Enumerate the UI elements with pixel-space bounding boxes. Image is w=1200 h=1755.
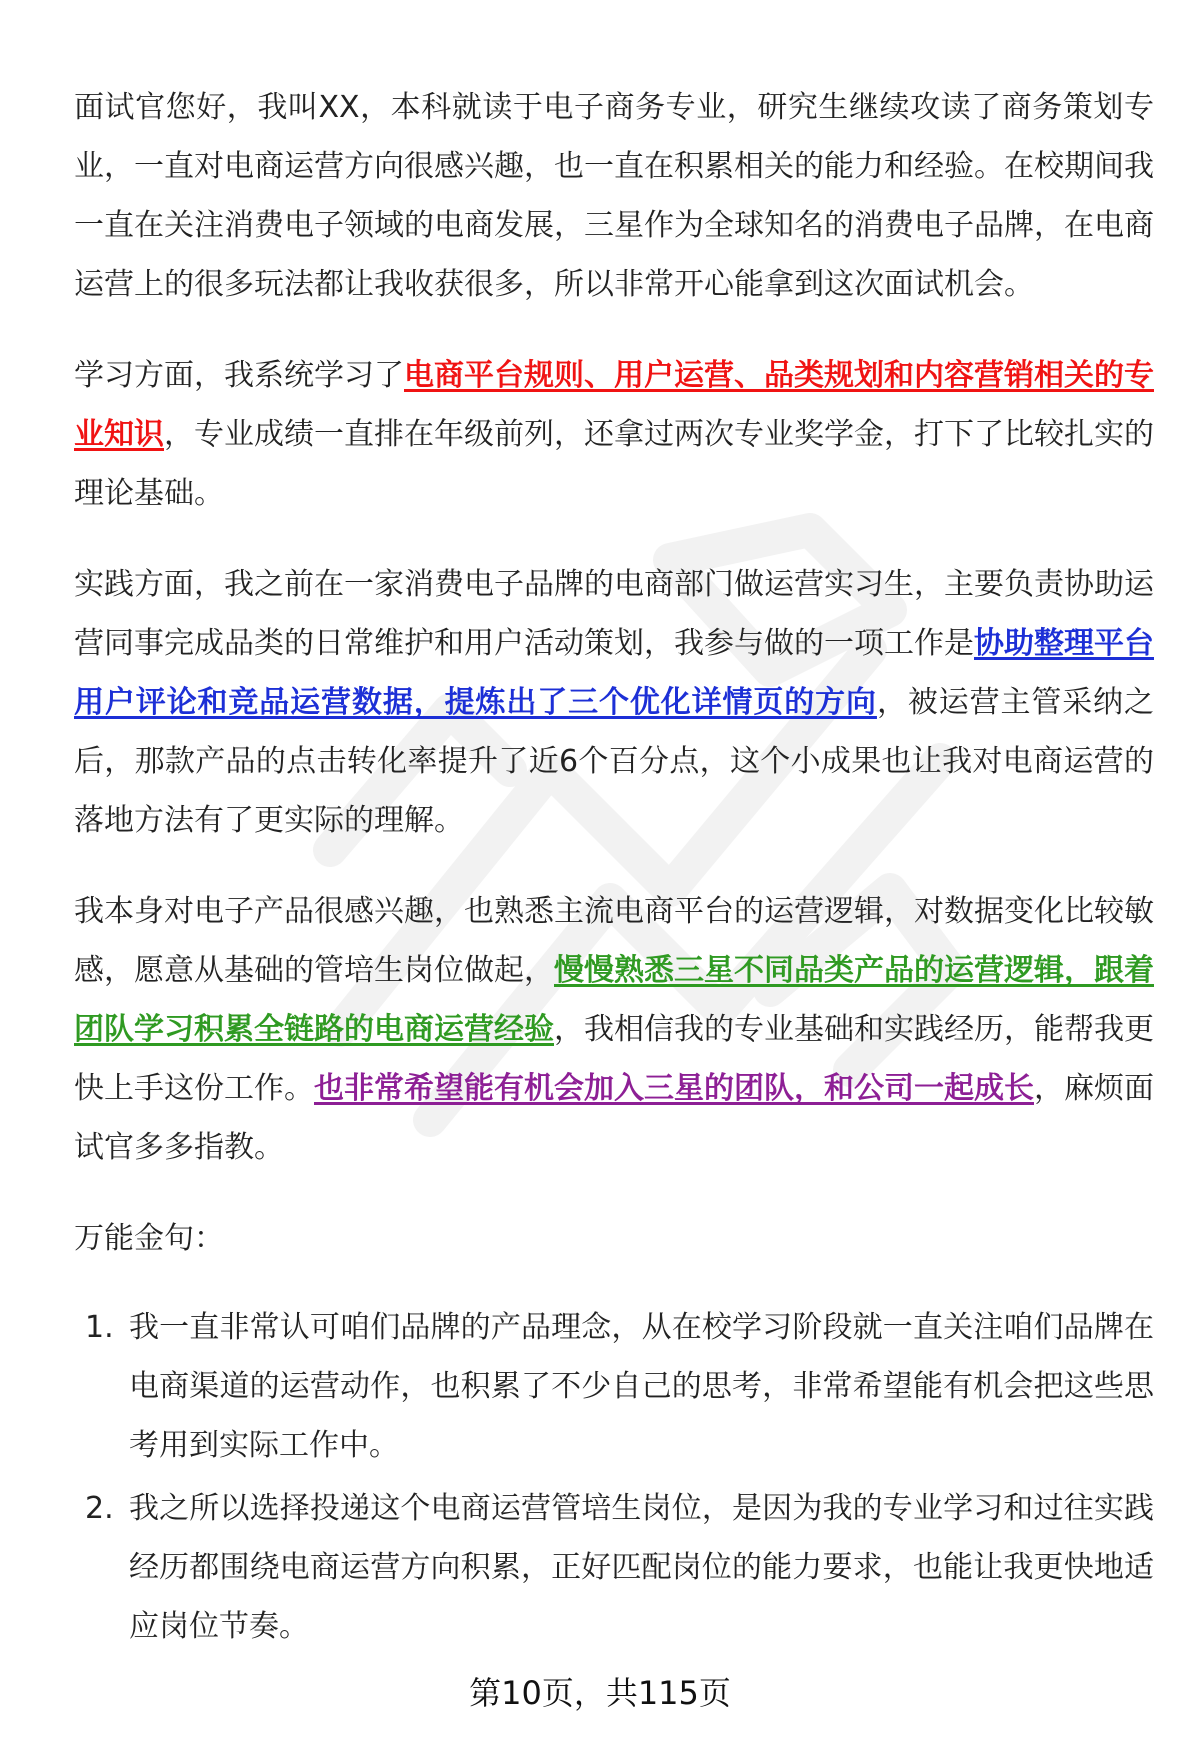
list-item-number: 1. — [85, 1310, 114, 1345]
closing-text-before: 我本身对电子产品很感兴趣，也熟悉主流电商平台的运营逻辑，对数据变化比较敏感，愿意从基础的管培生岗位做起， — [74, 894, 1154, 988]
list-item-text: 我一直非常认可咱们品牌的产品理念，从在校学习阶段就一直关注咱们品牌在电商渠道的运营动作，也积累了不少自己的思考，非常希望能有机会把这些思考用到实际工作中。 — [129, 1310, 1154, 1463]
intro-paragraph: 面试官您好，我叫XX，本科就读于电子商务专业，研究生继续攻读了商务策划专业，一直对电商运营方向很感兴趣，也一直在积累相关的能力和经验。在校期间我一直在关注消费电子领域的电商发展，三星作为全球知名的消费电子品牌，在电商运营上的很多玩法都让我收获很多，所以非常开心能拿到这次面试机会。 — [74, 90, 1154, 302]
closing-text-middle: ，我相信我的专业基础和实践经历，能帮我更快上手这份工作。 — [74, 1012, 1154, 1106]
study-text-after: ，专业成绩一直排在年级前列，还拿过两次专业奖学金，打下了比较扎实的理论基础。 — [74, 417, 1154, 511]
list-item — [74, 1479, 1154, 1656]
study-paragraph — [74, 346, 1154, 523]
closing-text-after: ，麻烦面试官多多指教。 — [74, 1071, 1154, 1165]
golden-sentences-heading: 万能金句： — [74, 1221, 224, 1256]
document-body — [74, 78, 1154, 1660]
closing-highlight-green: 慢慢熟悉三星不同品类产品的运营逻辑，跟着团队学习积累全链路的电商运营经验 — [74, 953, 1154, 1047]
practice-paragraph — [74, 555, 1154, 850]
list-item-number: 2. — [85, 1491, 114, 1526]
closing-paragraph — [74, 882, 1154, 1177]
page-number-footer: 第10页，共115页 — [469, 1674, 731, 1712]
practice-highlight: 协助整理平台用户评论和竞品运营数据，提炼出了三个优化详情页的方向 — [74, 626, 1154, 720]
practice-text-before: 实践方面，我之前在一家消费电子品牌的电商部门做运营实习生，主要负责协助运营同事完成品类的日常维护和用户活动策划，我参与做的一项工作是 — [74, 567, 1154, 661]
list-item-text: 我之所以选择投递这个电商运营管培生岗位，是因为我的专业学习和过往实践经历都围绕电商运营方向积累，正好匹配岗位的能力要求，也能让我更快地适应岗位节奏。 — [129, 1491, 1154, 1644]
closing-highlight-purple: 也非常希望能有机会加入三星的团队，和公司一起成长 — [314, 1071, 1034, 1106]
list-item — [74, 1298, 1154, 1475]
practice-text-after: ，被运营主管采纳之后，那款产品的点击转化率提升了近6个百分点，这个小成果也让我对电商运营的落地方法有了更实际的理解。 — [74, 685, 1155, 838]
study-highlight: 电商平台规则、用户运营、品类规划和内容营销相关的专业知识 — [74, 358, 1154, 452]
study-text-before: 学习方面，我系统学习了 — [74, 358, 404, 393]
golden-sentences-list — [74, 1298, 1154, 1656]
